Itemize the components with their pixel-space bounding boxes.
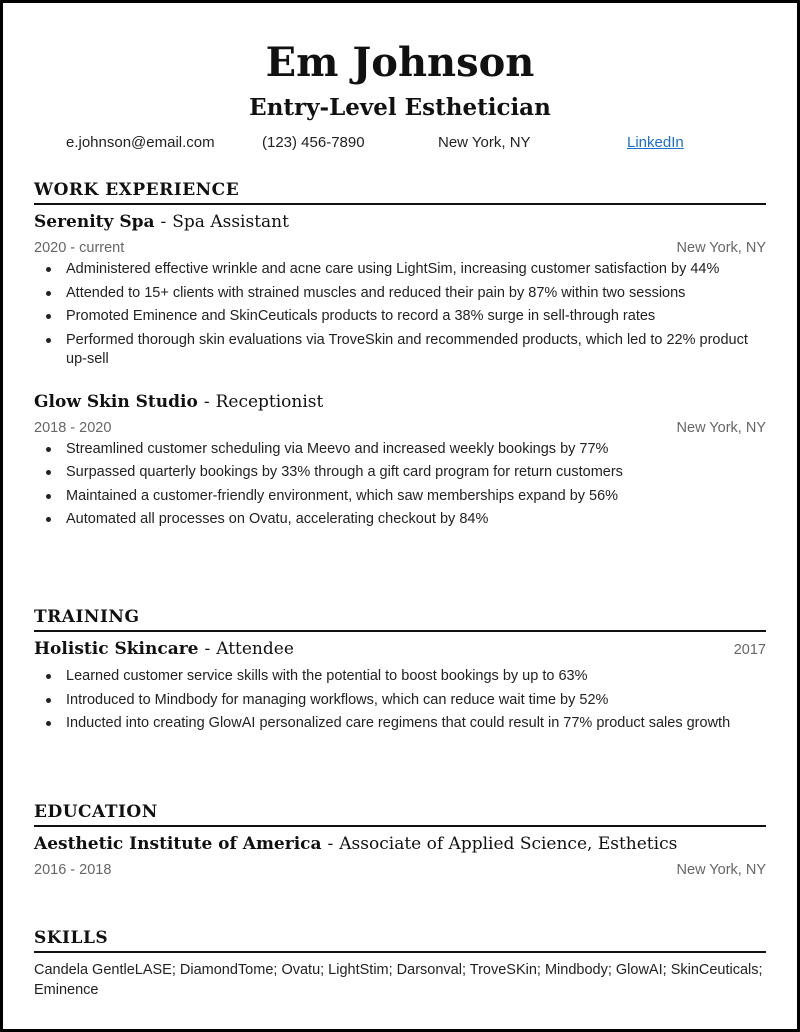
job-dates: 2020 - current — [34, 240, 125, 256]
job-role: Spa Assistant — [172, 212, 289, 232]
list-item: Performed thorough skin evaluations via TroveSkin and recommended products, which led to 22% product up-sell — [34, 331, 766, 370]
phone: (123) 456-7890 — [262, 134, 365, 151]
contact-info — [3, 134, 797, 156]
job-role: Receptionist — [215, 391, 324, 412]
candidate-name: Em Johnson — [265, 39, 535, 86]
education-meta — [34, 862, 766, 878]
list-item: Automated all processes on Ovatu, accelerating checkout by 84% — [34, 510, 766, 530]
job-header: Serenity Spa - Spa Assistant — [34, 212, 289, 232]
job-meta — [34, 240, 766, 256]
education-degree: Associate of Applied Science, — [339, 834, 593, 854]
section-heading: TRAINING — [34, 607, 766, 632]
education-dates: 2016 - 2018 — [34, 862, 112, 878]
list-item: Administered effective wrinkle and acne care using LightSim, increasing customer satisfaction by 44% — [34, 260, 766, 280]
training-role: Attendee — [216, 639, 294, 659]
education-section — [34, 802, 766, 878]
skills-section — [34, 928, 766, 1000]
list-item: Maintained a customer-friendly environment, which saw memberships expand by 56% — [34, 487, 766, 507]
education-field: Esthetics — [597, 834, 678, 854]
training-year: 2017 — [733, 642, 766, 658]
email: e.johnson@email.com — [66, 134, 215, 151]
candidate-title: Entry-Level Esthetician — [249, 94, 551, 121]
resume-page — [3, 3, 797, 1029]
list-item: Streamlined customer scheduling via Meevo and increased weekly bookings by 77% — [34, 440, 766, 460]
work-experience-section — [34, 180, 766, 534]
list-item: Introduced to Mindbody for managing workflows, which can reduce wait time by 52% — [34, 691, 766, 711]
list-item: Promoted Eminence and SkinCeuticals products to record a 38% surge in sell-through rates — [34, 307, 766, 327]
linkedin-link[interactable]: LinkedIn — [627, 134, 684, 151]
section-heading: WORK EXPERIENCE — [34, 180, 766, 205]
location: New York, NY — [438, 134, 531, 151]
job-bullets — [34, 260, 766, 370]
training-bullets — [34, 667, 766, 734]
job-header: Glow Skin Studio - Receptionist — [34, 391, 324, 412]
skills-list: Candela GentleLASE; DiamondTome; Ovatu; LightStim; Darsonval; TroveSKin; Mindbody; GlowAI; SkinCeuticals; Eminence — [34, 962, 763, 998]
list-item: Attended to 15+ clients with strained muscles and reduced their pain by 87% within two sessions — [34, 284, 766, 304]
training-org: Holistic Skincare — [34, 639, 199, 659]
job-location: New York, NY — [676, 419, 766, 436]
job-bullets — [34, 440, 766, 530]
job-org: Glow Skin Studio — [34, 391, 198, 412]
section-heading: EDUCATION — [34, 802, 766, 827]
job-meta — [34, 420, 766, 436]
list-item: Learned customer service skills with the potential to boost bookings by up to 63% — [34, 667, 766, 687]
education-org: Aesthetic Institute of America — [34, 834, 322, 854]
job-location: New York, NY — [676, 240, 766, 256]
section-heading: SKILLS — [34, 928, 766, 953]
training-section — [34, 607, 766, 738]
education-location: New York, NY — [676, 862, 766, 878]
job-org: Serenity Spa — [34, 212, 155, 232]
list-item: Surpassed quarterly bookings by 33% through a gift card program for return customers — [34, 463, 766, 483]
training-header: Holistic Skincare - Attendee 2017 — [34, 639, 766, 659]
list-item: Inducted into creating GlowAI personalized care regimens that could result in 77% product sales growth — [34, 714, 766, 734]
job-dates: 2018 - 2020 — [34, 419, 112, 436]
education-header: Aesthetic Institute of America - Associate of Applied Science, Esthetics — [34, 834, 678, 854]
